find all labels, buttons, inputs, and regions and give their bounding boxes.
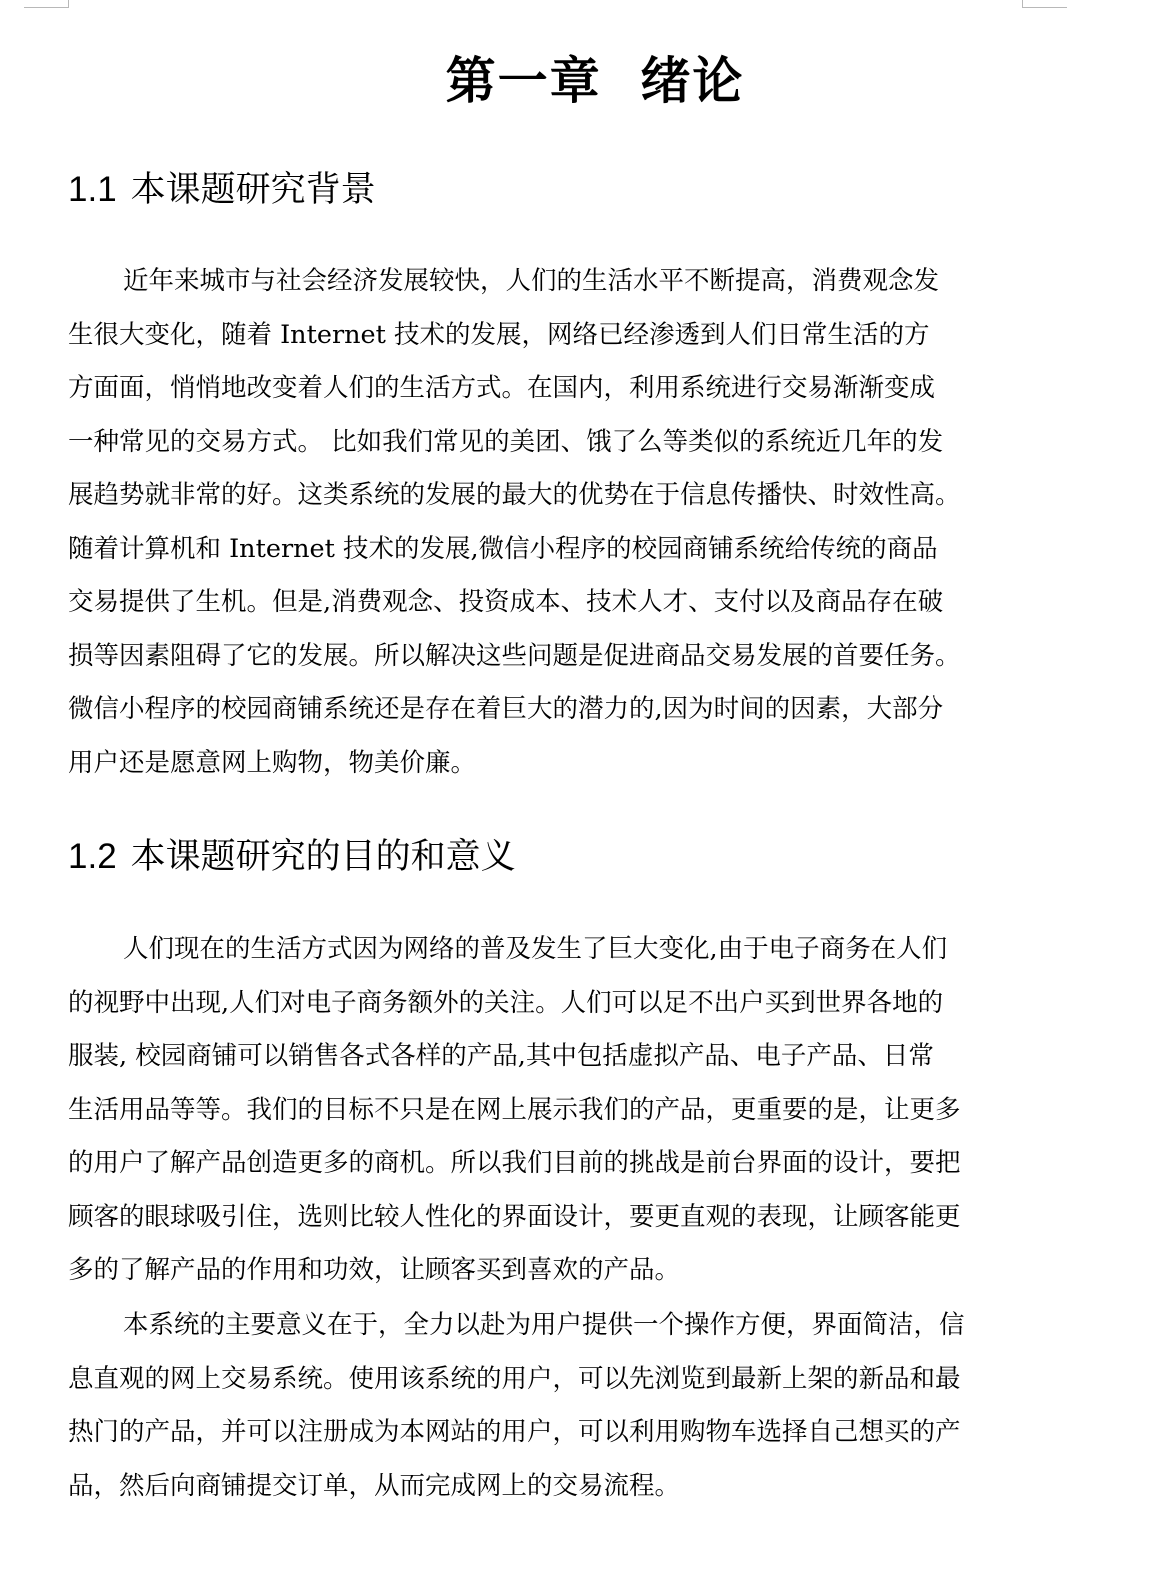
paragraph-line: 息直观的网上交易系统。使用该系统的用户，可以先浏览到最新上架的新品和最 <box>68 1363 961 1394</box>
section-heading-1-1 <box>68 167 376 213</box>
chapter-title: 第一章 绪论 <box>445 51 745 110</box>
paragraph-line: 生很大变化，随着 Internet 技术的发展，网络已经渗透到人们日常生活的方 <box>68 319 930 350</box>
paragraph-line: 的视野中出现,人们对电子商务额外的关注。人们可以足不出户买到世界各地的 <box>68 987 944 1018</box>
paragraph-line: 人们现在的生活方式因为网络的普及发生了巨大变化,由于电子商务在人们 <box>123 934 948 964</box>
paragraph-significance <box>68 1299 1028 1513</box>
paragraph-line: 用户还是愿意网上购物，物美价廉。 <box>68 747 477 778</box>
section-number: 1.1 <box>68 170 117 209</box>
paragraph-line: 展趋势就非常的好。这类系统的发展的最大的优势在于信息传播快、时效性高。 <box>68 480 961 510</box>
section-title: 本课题研究背景 <box>130 170 376 209</box>
paragraph-line: 随着计算机和 Internet 技术的发展,微信小程序的校园商铺系统给传统的商品 <box>68 533 938 564</box>
paragraph-line: 交易提供了生机。但是,消费观念、投资成本、技术人才、支付以及商品存在破 <box>68 587 944 617</box>
paragraph-line: 服装, 校园商铺可以销售各式各样的产品,其中包括虚拟产品、电子产品、日常 <box>68 1041 934 1071</box>
paragraph-line: 的用户了解产品创造更多的商机。所以我们目前的挑战是前台界面的设计，要把 <box>68 1148 961 1178</box>
paragraph-line: 本系统的主要意义在于，全力以赴为用户提供一个操作方便，界面简洁，信 <box>123 1310 965 1340</box>
paragraph-line: 多的了解产品的作用和功效，让顾客买到喜欢的产品。 <box>68 1255 681 1285</box>
paragraph-line: 方面面，悄悄地改变着人们的生活方式。在国内，利用系统进行交易渐渐变成 <box>68 373 936 403</box>
paragraph-line: 热门的产品，并可以注册成为本网站的用户，可以利用购物车选择自己想买的产 <box>68 1417 961 1447</box>
section-heading-1-2 <box>68 834 516 880</box>
paragraph-line: 顾客的眼球吸引住，选则比较人性化的界面设计，要更直观的表现，让顾客能更 <box>68 1201 961 1232</box>
section-title: 本课题研究的目的和意义 <box>130 837 516 876</box>
paragraph-purpose <box>68 923 1028 1298</box>
section-number: 1.2 <box>68 837 117 876</box>
paragraph-line: 损等因素阻碍了它的发展。所以解决这些问题是促进商品交易发展的首要任务。 <box>68 640 961 671</box>
paragraph-line: 生活用品等等。我们的目标不只是在网上展示我们的产品，更重要的是，让更多 <box>68 1094 961 1125</box>
paragraph-line: 品，然后向商铺提交订单，从而完成网上的交易流程。 <box>68 1470 681 1501</box>
page-corner-mark-left <box>24 0 69 8</box>
paragraph-line: 一种常见的交易方式。 比如我们常见的美团、饿了么等类似的系统近几年的发 <box>68 426 944 457</box>
paragraph-line: 近年来城市与社会经济发展较快，人们的生活水平不断提高，消费观念发 <box>123 266 940 296</box>
page-corner-mark-right <box>1022 0 1067 8</box>
paragraph-background <box>68 255 1028 790</box>
paragraph-line: 微信小程序的校园商铺系统还是存在着巨大的潜力的,因为时间的因素，大部分 <box>68 694 944 724</box>
